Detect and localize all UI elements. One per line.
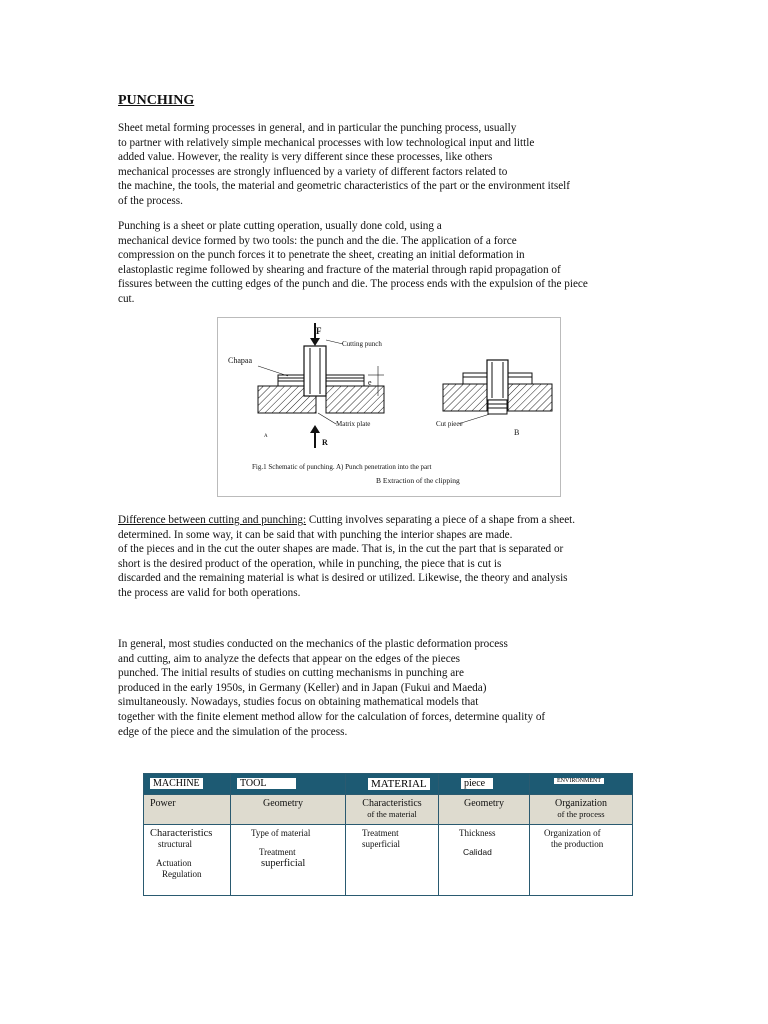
text-line: the machine, the tools, the material and geometric characteristics of the part or the environment itself bbox=[118, 180, 570, 193]
cutting-vs-punching-paragraph bbox=[118, 513, 575, 601]
table-cell bbox=[530, 825, 633, 896]
header-piece: piece bbox=[461, 778, 493, 789]
label-cut-piece: Cut piece bbox=[436, 420, 463, 428]
text-line: punched. The initial results of studies on cutting mechanisms in punching are bbox=[118, 667, 464, 680]
label-b: B bbox=[514, 428, 520, 437]
table-header-row bbox=[144, 774, 633, 795]
table-subheader-row bbox=[144, 795, 633, 825]
table-cell bbox=[346, 825, 439, 896]
subheader-subtext: of the process bbox=[557, 809, 605, 819]
table-body-row bbox=[144, 825, 633, 896]
subheader-text: Geometry bbox=[464, 798, 504, 809]
header-material: MATERIAL bbox=[368, 778, 430, 790]
cell-text: Organization of bbox=[544, 828, 601, 838]
intro-paragraph bbox=[118, 121, 570, 209]
subheader-subtext: of the material bbox=[367, 809, 417, 819]
cutting-punch bbox=[304, 346, 326, 396]
die-right-b bbox=[508, 384, 552, 411]
text-line: to partner with relatively simple mechanical processes with low technological input and little bbox=[118, 136, 535, 149]
cell-text: Treatment bbox=[362, 828, 399, 838]
text-line: of the pieces and in the cut the outer shapes are made. That is, in the cut the part that is separated or bbox=[118, 543, 564, 556]
clipping-piece bbox=[488, 400, 507, 414]
table-header-cell bbox=[231, 774, 346, 795]
text-line: produced in the early 1950s, in Germany (Keller) and in Japan (Fukui and Maeda) bbox=[118, 681, 487, 694]
text-line: simultaneously. Nowadays, studies focus on obtaining mathematical models that bbox=[118, 696, 479, 709]
subheader-text: Power bbox=[150, 798, 176, 809]
label-e: e bbox=[368, 378, 372, 387]
figure-caption-b: B Extraction of the clipping bbox=[376, 476, 460, 485]
cell-text: superficial bbox=[362, 839, 400, 849]
text-line: edge of the piece and the simulation of the process. bbox=[118, 725, 348, 738]
subheader-text: Geometry bbox=[263, 798, 303, 809]
text-line: In general, most studies conducted on the mechanics of the plastic deformation process bbox=[118, 638, 508, 650]
text-line bbox=[118, 513, 575, 528]
cell-text: Treatment bbox=[259, 847, 296, 857]
punch-b bbox=[487, 360, 508, 400]
header-environment: ENVIRONMENT bbox=[554, 778, 604, 784]
page-title: PUNCHING bbox=[118, 93, 195, 108]
header-machine: MACHINE bbox=[150, 778, 203, 789]
text-line: elastoplastic regime followed by shearing and fracture of the material through rapid propagation of bbox=[118, 263, 561, 276]
text-line: compression on the punch forces it to penetrate the sheet, creating an initial deformation in bbox=[118, 249, 525, 262]
text-line: added value. However, the reality is very different since these processes, like others bbox=[118, 151, 493, 164]
factors-table bbox=[143, 773, 633, 896]
die-right-a bbox=[326, 386, 384, 413]
label-a: A bbox=[264, 434, 268, 439]
label-r: R bbox=[322, 438, 328, 447]
table-subheader-cell bbox=[346, 795, 439, 825]
table-header-cell bbox=[530, 774, 633, 795]
section-heading: Difference between cutting and punching: bbox=[118, 514, 307, 526]
cell-text: Calidad bbox=[463, 847, 492, 857]
text-line: short is the desired product of the operation, while in punching, the piece that is cut is bbox=[118, 557, 502, 570]
text-line: determined. In some way, it can be said that with punching the interior shapes are made. bbox=[118, 528, 513, 541]
table-subheader-cell bbox=[439, 795, 530, 825]
studies-paragraph bbox=[118, 637, 545, 739]
label-f: F bbox=[316, 326, 322, 336]
table-cell bbox=[144, 825, 231, 896]
cell-text: Type of material bbox=[251, 828, 311, 838]
punching-definition-paragraph bbox=[118, 219, 588, 307]
table-subheader-cell bbox=[144, 795, 231, 825]
cell-text: superficial bbox=[261, 858, 306, 869]
punching-schematic-figure bbox=[217, 317, 561, 497]
text-span: Cutting involves separating a piece of a shape from a sheet. bbox=[306, 514, 576, 526]
text-line: mechanical processes are strongly influenced by a variety of different factors related to bbox=[118, 165, 508, 178]
text-line: and cutting, aim to analyze the defects that appear on the edges of the pieces bbox=[118, 652, 461, 665]
header-tool: TOOL bbox=[237, 778, 296, 789]
text-line: cut. bbox=[118, 292, 135, 305]
label-matrix-plate: Matrix plate bbox=[336, 420, 371, 428]
text-line: Sheet metal forming processes in general, and in particular the punching process, usually bbox=[118, 122, 517, 134]
cell-text: Regulation bbox=[162, 869, 202, 879]
text-line: of the process. bbox=[118, 194, 183, 207]
cell-text: Characteristics bbox=[150, 828, 213, 839]
text-line: the process are valid for both operations. bbox=[118, 586, 301, 599]
table-subheader-cell bbox=[231, 795, 346, 825]
text-line: fissures between the cutting edges of the punch and die. The process ends with the expulsion of the piece bbox=[118, 278, 588, 291]
die-left-b bbox=[443, 384, 487, 411]
text-line: mechanical device formed by two tools: the punch and the die. The application of a force bbox=[118, 234, 517, 247]
cell-text: Thickness bbox=[459, 828, 496, 838]
text-line: Punching is a sheet or plate cutting operation, usually done cold, using a bbox=[118, 220, 442, 232]
table-cell bbox=[439, 825, 530, 896]
subheader-text: Organization bbox=[554, 798, 608, 809]
cell-text: structural bbox=[158, 839, 192, 849]
subheader-text: Characteristics bbox=[362, 798, 422, 809]
cell-text: Actuation bbox=[156, 858, 192, 868]
sheet-right-b bbox=[508, 373, 532, 384]
figure-caption-a: Fig.1 Schematic of punching. A) Punch penetration into the part bbox=[252, 463, 432, 471]
label-chapaa: Chapaa bbox=[228, 356, 252, 365]
table-subheader-cell bbox=[530, 795, 633, 825]
text-line: discarded and the remaining material is what is desired or utilized. Likewise, the theory and analysis bbox=[118, 572, 568, 585]
table-header-cell bbox=[439, 774, 530, 795]
table-cell bbox=[231, 825, 346, 896]
label-cutting-punch: Cutting punch bbox=[342, 340, 382, 348]
table-header-cell bbox=[144, 774, 231, 795]
text-line: together with the finite element method allow for the calculation of forces, determine quality of bbox=[118, 710, 546, 723]
sheet-left-b bbox=[463, 373, 487, 384]
table-header-cell bbox=[346, 774, 439, 795]
cell-text: the production bbox=[551, 839, 604, 849]
